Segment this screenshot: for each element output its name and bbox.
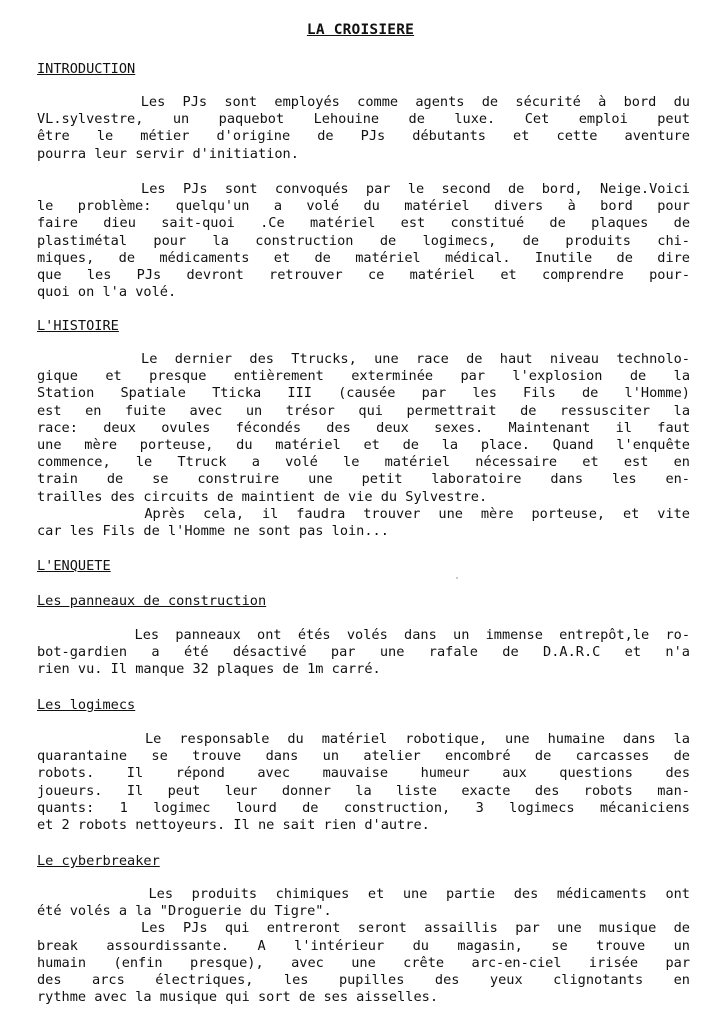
text-line: faire dieu sait-quoi .Ce matériel est constitué de plaques de: [37, 215, 690, 232]
text-line: train de se construire une petit laboratoire dans les en-: [37, 471, 690, 488]
text-line: car les Fils de l'Homme ne sont pas loin...: [37, 522, 389, 539]
text-line: gique et presque entièrement exterminée par l'explosion de la: [37, 368, 690, 385]
text-line: humain (enfin presque), avec une crête arc-en-ciel irisée par: [37, 954, 690, 971]
text-line: quants: 1 logimec lourd de construction, 3 logimecs mécaniciens: [37, 799, 690, 816]
text-line: Les produits chimiques et une partie des médicaments ont: [37, 886, 690, 902]
paragraph-panneaux: [37, 627, 690, 679]
text-line: robots. Il répond avec mauvaise humeur aux questions des: [37, 765, 690, 782]
text-line: Station Spatiale Tticka III (causée par les Fils de l'Homme): [37, 385, 690, 402]
paragraph-logimecs: [37, 731, 690, 834]
text-line: Le responsable du matériel robotique, une humaine dans la: [37, 731, 690, 747]
speck: [456, 577, 458, 579]
paragraph-introduction-2: [37, 181, 690, 301]
text-line: être le métier d'origine de PJs débutants et cette aventure: [37, 128, 690, 145]
text-line: quarantaine se trouve dans un atelier encombré de carcasses de: [37, 748, 690, 765]
text-line: VL.sylvestre, un paquebot Lehouine de luxe. Cet emploi peut: [37, 111, 690, 128]
document-title: LA CROISIERE: [306, 22, 415, 38]
paragraph-introduction-1: [37, 94, 690, 163]
paragraph-cyberbreaker: [37, 886, 690, 1006]
text-line: Les PJs qui entreront seront assaillis par une musique de: [37, 920, 690, 937]
text-line: Après cela, il faudra trouver une mère porteuse, et vite: [37, 505, 690, 522]
text-line: pourra leur servir d'initiation.: [37, 145, 299, 162]
heading-introduction: INTRODUCTION: [37, 61, 136, 77]
text-line: quoi on l'a volé.: [37, 284, 177, 301]
text-line: une mère porteuse, du matériel et de la place. Quand l'enquête: [37, 436, 690, 453]
text-line: est en fuite avec un trésor qui permettrait de ressusciter la: [37, 402, 690, 419]
text-line: des arcs électriques, les pupilles des yeux clignotants en: [37, 971, 690, 988]
text-line: bot-gardien a été désactivé par une rafale de D.A.R.C et n'a: [37, 644, 690, 661]
text-line: trailles des circuits de maintient de vie du Sylvestre.: [37, 488, 488, 505]
text-line: Le dernier des Ttrucks, une race de haut niveau technolo-: [37, 351, 690, 367]
subheading-logimecs: Les logimecs: [37, 697, 136, 713]
text-line: le problème: quelqu'un a volé du matériel divers à bord pour: [37, 198, 690, 215]
text-line: commence, le Ttruck a volé le matériel nécessaire et est en: [37, 454, 690, 471]
text-line: Les PJs sont employés comme agents de sécurité à bord du: [37, 94, 690, 110]
text-line: Les PJs sont convoqués par le second de bord, Neige.Voici: [37, 181, 690, 197]
text-line: race: deux ovules fécondés des deux sexes. Maintenant il faut: [37, 419, 690, 436]
text-line: rythme avec la musique qui sort de ses aisselles.: [37, 989, 439, 1006]
heading-histoire: L'HISTOIRE: [37, 318, 119, 334]
subheading-cyberbreaker: Le cyberbreaker: [37, 853, 160, 869]
text-line: que les PJs devront retrouver ce matériel et comprendre pour-: [37, 266, 690, 283]
text-line: Les panneaux ont étés volés dans un immense entrepôt,le ro-: [37, 627, 690, 643]
text-line: joueurs. Il peut leur donner la liste exacte des robots man-: [37, 782, 690, 799]
text-line: et 2 robots nettoyeurs. Il ne sait rien d'autre.: [37, 816, 430, 833]
text-line: miques, de médicaments et de matériel médical. Inutile de dire: [37, 249, 690, 266]
heading-enquete: L'ENQUETE: [37, 558, 111, 574]
text-line: break assourdissante. A l'intérieur du magasin, se trouve un: [37, 937, 690, 954]
text-line: rien vu. Il manque 32 plaques de 1m carré.: [37, 661, 381, 678]
paragraph-histoire: [37, 351, 690, 540]
subheading-panneaux: Les panneaux de construction: [37, 593, 267, 609]
text-line: plastimétal pour la construction de logimecs, de produits chi-: [37, 232, 690, 249]
text-line: été volés a la "Droguerie du Tigre".: [37, 903, 332, 920]
